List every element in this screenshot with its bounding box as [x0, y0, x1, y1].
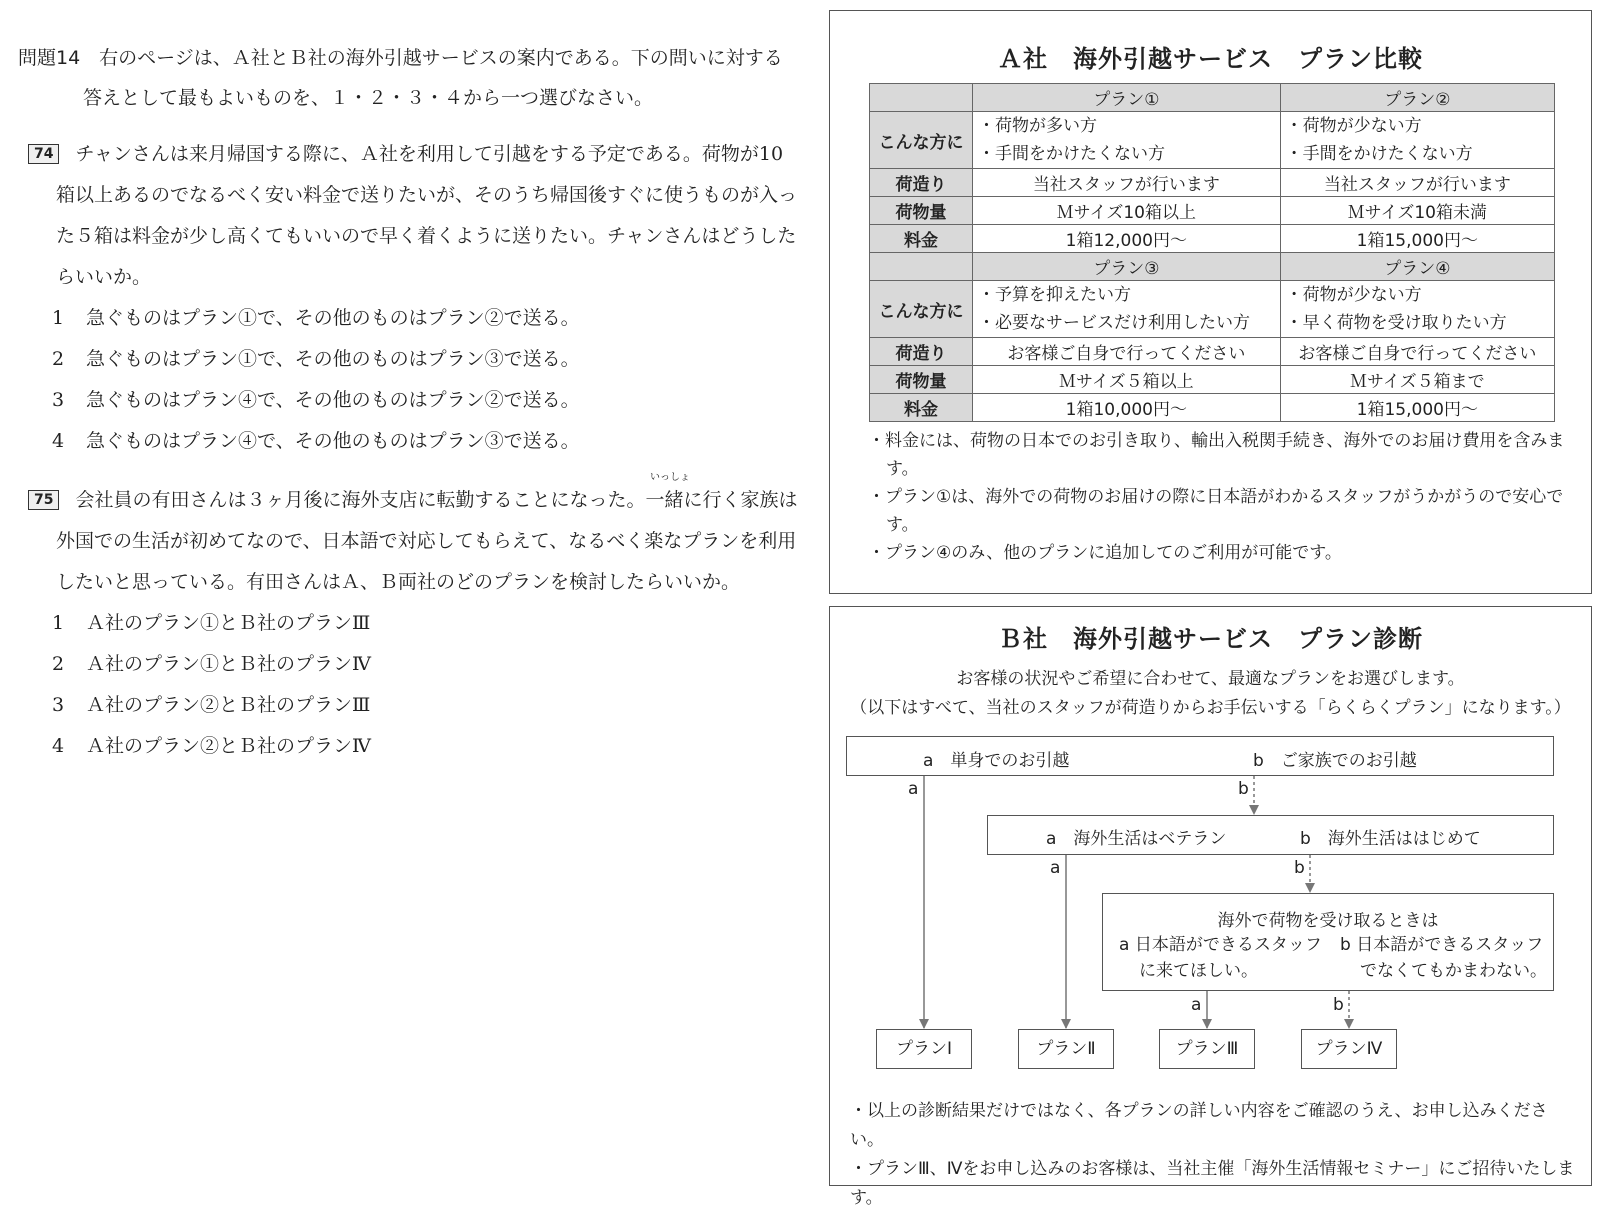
plan-2-price: 1箱15,000円～ [1280, 225, 1554, 253]
company-a-title: Ａ社 海外引越サービス プラン比較 [998, 45, 1423, 73]
choice-number: 2 [52, 348, 65, 370]
plan-2-packing: 当社スタッフが行います [1280, 169, 1554, 197]
q75-choice-2[interactable] [28, 644, 798, 685]
choice-number: 4 [52, 735, 65, 757]
company-a-note: ・料金には、荷物の日本でのお引き取り、輸出入税関手続き、海外でのお届け費用を含みます。 [868, 431, 1565, 479]
company-b-notes [850, 1097, 1580, 1213]
choice-number: 1 [52, 612, 65, 634]
plan-3-header: プラン③ [973, 253, 1281, 281]
choice-text: 急ぐものはプラン①で、その他のものはプラン③で送る。 [86, 348, 580, 370]
plan-1-price: 1箱12,000円～ [973, 225, 1281, 253]
question-header-line2: 答えとして最もよいものを、１・２・３・４から一つ選びなさい。 [83, 87, 654, 109]
company-a-notes [868, 427, 1568, 567]
choice-number: 2 [52, 653, 65, 675]
plan-2-target: ・荷物が少ない方 ・手間をかけたくない方 [1280, 112, 1554, 169]
label-b: b [1294, 858, 1305, 878]
company-b-intro-1: お客様の状況やご希望に合わせて、最適なプランをお選びします。 [956, 669, 1465, 689]
row-header-volume-2: 荷物量 [870, 366, 973, 394]
company-b-note: ・プランⅢ、Ⅳをお申し込みのお客様は、当社主催「海外生活情報セミナー」にご招待いたします。 [850, 1159, 1575, 1208]
q75-choice-1[interactable] [28, 603, 798, 644]
q2-option-b: b 海外生活ははじめて [1300, 829, 1481, 849]
company-a-note: ・プラン①は、海外での荷物のお届けの際に日本語がわかるスタッフがうかがうので安心です。 [868, 487, 1564, 535]
q74-line3: た５箱は料金が少し高くてもいいので早く着くように送りたい。チャンさんはどうした [56, 225, 797, 247]
plan-1-packing: 当社スタッフが行います [973, 169, 1281, 197]
q74-choice-4[interactable] [28, 421, 798, 462]
question-74 [28, 134, 798, 462]
ruby-isshou: いっしょ [650, 472, 690, 483]
flow-question-2 [987, 815, 1554, 855]
q3-title: 海外で荷物を受け取るときは [1217, 911, 1439, 931]
choice-number: 1 [52, 307, 65, 329]
q1-option-a: a 単身でのお引越 [923, 751, 1070, 771]
label-a: a [908, 779, 919, 799]
choice-text: Ａ社のプラン②とＢ社のプランⅢ [86, 694, 371, 716]
result-plan-IV: プランⅣ [1301, 1029, 1397, 1069]
question-header [18, 38, 783, 118]
plan-4-packing: お客様ご自身で行ってください [1280, 338, 1554, 366]
company-a-note: ・プラン④のみ、他のプランに追加してのご利用が可能です。 [868, 543, 1342, 563]
plan-1-header: プラン① [973, 84, 1281, 112]
company-a-panel [829, 10, 1592, 594]
company-b-note: ・以上の診断結果だけではなく、各プランの詳しい内容をご確認のうえ、お申し込みください。 [850, 1101, 1548, 1150]
company-a-plan-table [869, 83, 1555, 422]
choice-text: 急ぐものはプラン①で、その他のものはプラン②で送る。 [86, 307, 580, 329]
result-plan-III: プランⅢ [1159, 1029, 1255, 1069]
q74-choice-3[interactable] [28, 380, 798, 421]
plan-2-volume: Ｍサイズ10箱未満 [1280, 197, 1554, 225]
plan-1-target: ・荷物が多い方 ・手間をかけたくない方 [973, 112, 1281, 169]
question-number-74: 74 [28, 144, 59, 164]
question-75 [28, 472, 798, 767]
result-plan-II: プランⅡ [1018, 1029, 1114, 1069]
result-plan-I: プランⅠ [876, 1029, 972, 1069]
row-header-target-2: こんな方に [870, 281, 973, 338]
plan-3-price: 1箱10,000円～ [973, 394, 1281, 422]
q74-line2: 箱以上あるのでなるべく安い料金で送りたいが、そのうち帰国後すぐに使うものが入っ [56, 184, 798, 206]
row-header-price: 料金 [870, 225, 973, 253]
label-a: a [1191, 995, 1202, 1015]
choice-number: 4 [52, 430, 65, 452]
choice-text: Ａ社のプラン①とＢ社のプランⅢ [86, 612, 371, 634]
q75-line2: 外国での生活が初めてなので、日本語で対応してもらえて、なるべく楽なプランを利用 [56, 530, 797, 552]
plan-4-volume: Ｍサイズ５箱まで [1280, 366, 1554, 394]
choice-text: 急ぐものはプラン④で、その他のものはプラン③で送る。 [86, 430, 580, 452]
plan-1-volume: Ｍサイズ10箱以上 [973, 197, 1281, 225]
plan-2-header: プラン② [1280, 84, 1554, 112]
plan-4-target: ・荷物が少ない方 ・早く荷物を受け取りたい方 [1280, 281, 1554, 338]
label-b: b [1333, 995, 1344, 1015]
plan-3-volume: Ｍサイズ５箱以上 [973, 366, 1281, 394]
q1-option-b: b ご家族でのお引越 [1253, 751, 1417, 771]
q74-line1: チャンさんは来月帰国する際に、Ａ社を利用して引越をする予定である。荷物が10 [75, 143, 784, 165]
choice-text: Ａ社のプラン②とＢ社のプランⅣ [86, 735, 371, 757]
label-a: a [1050, 858, 1061, 878]
row-header-price-2: 料金 [870, 394, 973, 422]
plan-3-target: ・予算を抑えたい方 ・必要なサービスだけ利用したい方 [973, 281, 1281, 338]
choice-text: 急ぐものはプラン④で、その他のものはプラン②で送る。 [86, 389, 580, 411]
label-b: b [1238, 779, 1249, 799]
question-header-line1: 問題14 右のページは、Ａ社とＢ社の海外引越サービスの案内である。下の問いに対する [18, 47, 783, 69]
flow-question-1 [846, 736, 1554, 776]
q3-option-a: a 日本語ができるスタッフ に来てほしい。 [1119, 935, 1322, 981]
row-header-target: こんな方に [870, 112, 973, 169]
table-corner [870, 84, 973, 112]
company-b-panel [829, 606, 1592, 1208]
table-corner-2 [870, 253, 973, 281]
q75-choice-4[interactable] [28, 726, 798, 767]
plan-4-price: 1箱15,000円～ [1280, 394, 1554, 422]
q75-choice-3[interactable] [28, 685, 798, 726]
row-header-packing-2: 荷造り [870, 338, 973, 366]
flow-question-3 [1102, 893, 1554, 991]
plan-4-header: プラン④ [1280, 253, 1554, 281]
row-header-packing: 荷造り [870, 169, 973, 197]
q3-option-b: b 日本語ができるスタッフ でなくてもかまわない。 [1340, 935, 1547, 981]
q2-option-a: a 海外生活はベテラン [1046, 829, 1227, 849]
company-b-title: Ｂ社 海外引越サービス プラン診断 [998, 625, 1423, 653]
company-b-intro-2: （以下はすべて、当社のスタッフが荷造りからお手伝いする「らくらくプラン」になります。） [850, 698, 1571, 718]
q74-choice-2[interactable] [28, 339, 798, 380]
q75-line1: 会社員の有田さんは３ヶ月後に海外支店に転勤することになった。一緒に行く家族は [75, 489, 798, 511]
plan-3-packing: お客様ご自身で行ってください [973, 338, 1281, 366]
question-number-75: 75 [28, 490, 59, 510]
choice-number: 3 [52, 389, 65, 411]
q74-line4: らいいか。 [56, 266, 152, 288]
q74-choice-1[interactable] [28, 298, 798, 339]
q75-line3: したいと思っている。有田さんはＡ、Ｂ両社のどのプランを検討したらいいか。 [56, 571, 741, 593]
row-header-volume: 荷物量 [870, 197, 973, 225]
choice-number: 3 [52, 694, 65, 716]
choice-text: Ａ社のプラン①とＢ社のプランⅣ [86, 653, 371, 675]
